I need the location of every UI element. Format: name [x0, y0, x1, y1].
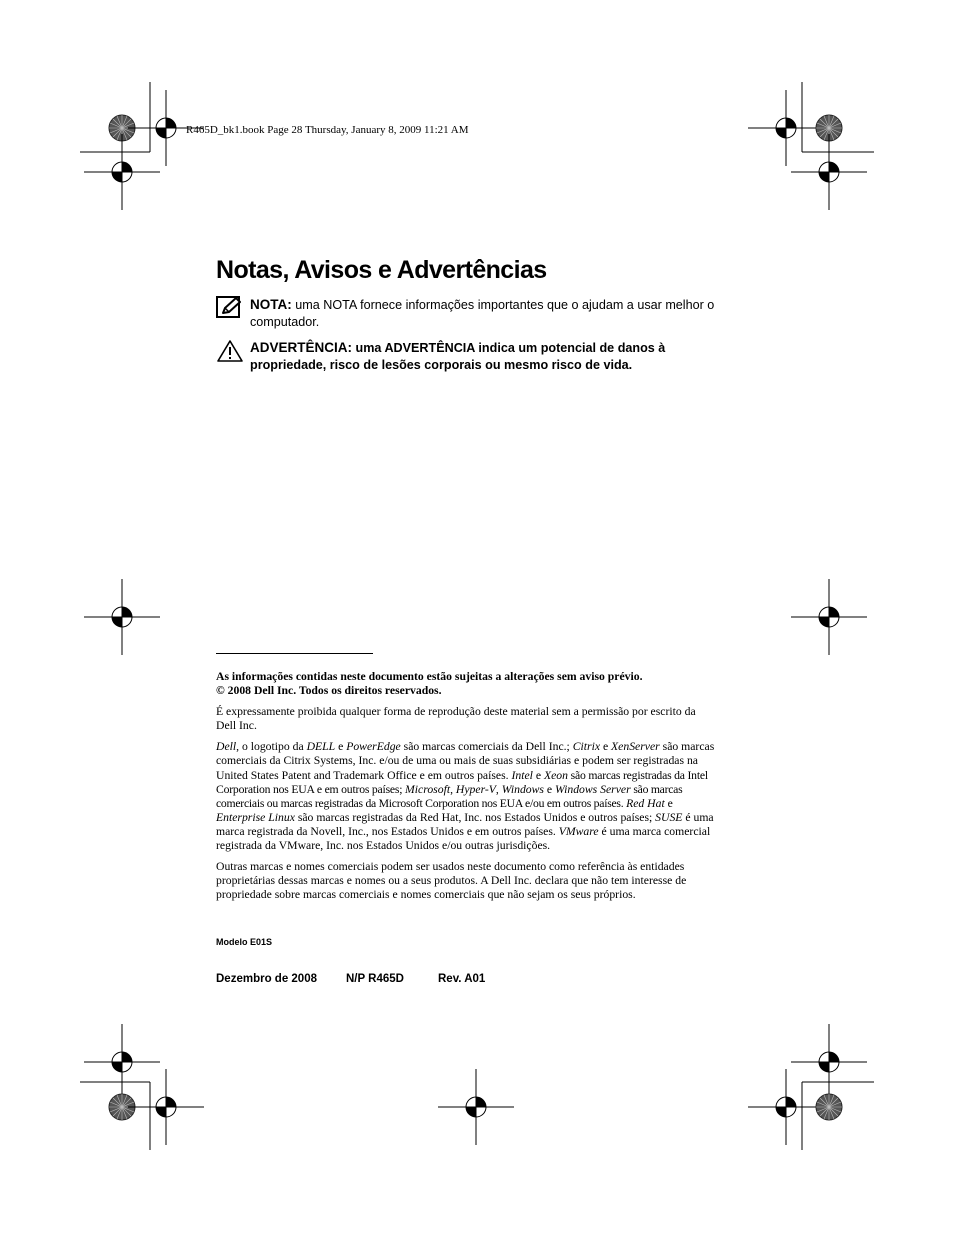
note-callout — [216, 296, 726, 336]
warning-triangle-icon — [216, 339, 244, 363]
trademark-notice: Dell, o logotipo da DELL e PowerEdge são marcas comerciais da Dell Inc.; Citrix e XenServer são marcas comerciais da Citrix Systems, Inc. e/ou de uma ou mais de suas subsidiárias e podem ser registradas na United States Patent and Trademark Office e em outros países. Intel e Xeon são marcas registradas da Intel Corporation nos EUA e em outros países; Microsoft, Hyper-V, Windows e Windows Server são marcas comerciais ou marcas registradas da Microsoft Corporation nos EUA e/ou em outros países. Red Hat e Enterprise Linux são marcas registradas da Red Hat, Inc. nos Estados Unidos e outros países; SUSE é uma marca registrada da Novell, Inc., nos Estados Unidos e em outros países. VMware é uma marca comercial registrada da VMware, Inc. nos Estados Unidos e/ou outras jurisdições. — [216, 740, 715, 853]
registration-crosshair-mark — [84, 1024, 160, 1100]
note-text — [250, 296, 728, 331]
model-number: Modelo E01S — [216, 937, 273, 947]
footer-revision: Rev. A01 — [438, 973, 486, 985]
registration-crosshair-mark — [84, 579, 160, 655]
note-body: uma NOTA fornece informações importantes que o ajudam a usar melhor o computador. — [250, 298, 715, 329]
other-marks-notice: Outras marcas e nomes comerciais podem ser usados neste documento como referência às entidades proprietárias dessas marcas e nomes ou a seus produtos. A Dell Inc. declara que não tem interesse de propriedade sobre marcas comerciais e nomes comerciais que não sejam os seus próprios. — [216, 860, 687, 902]
slug-line: R465D_bk1.book Page 28 Thursday, January 8, 2009 11:21 AM — [186, 124, 469, 136]
footnote-divider — [216, 653, 373, 654]
footer-part-number: N/P R465D — [346, 973, 404, 985]
registration-crosshair-mark — [128, 1069, 204, 1145]
warning-callout — [216, 339, 726, 379]
pencil-note-icon — [216, 296, 244, 320]
note-label: NOTA: — [250, 297, 292, 312]
registration-star-mark — [816, 1094, 842, 1120]
registration-crosshair-mark — [748, 1069, 824, 1145]
registration-crosshair-mark — [748, 90, 824, 166]
registration-crosshair-mark — [791, 579, 867, 655]
warning-text — [250, 339, 728, 374]
registration-crosshair-mark — [438, 1069, 514, 1145]
notice-line: As informações contidas neste documento estão sujeitas a alterações sem aviso prévio. — [216, 670, 643, 683]
reproduction-notice: É expressamente proibida qualquer forma de reprodução deste material sem a permissão por escrito da Dell Inc. — [216, 705, 696, 733]
warning-label: ADVERTÊNCIA: — [250, 340, 353, 355]
legal-notice — [216, 670, 716, 909]
registration-crosshair-mark — [84, 134, 160, 210]
footer-date: Dezembro de 2008 — [216, 973, 317, 985]
page-title: Notas, Avisos e Advertências — [216, 256, 547, 284]
change-notice — [216, 670, 716, 698]
warning-body: uma ADVERTÊNCIA indica um potencial de danos à propriedade, risco de lesões corporais ou mesmo risco de vida. — [250, 341, 666, 372]
copyright-line: © 2008 Dell Inc. Todos os direitos reservados. — [216, 684, 442, 698]
